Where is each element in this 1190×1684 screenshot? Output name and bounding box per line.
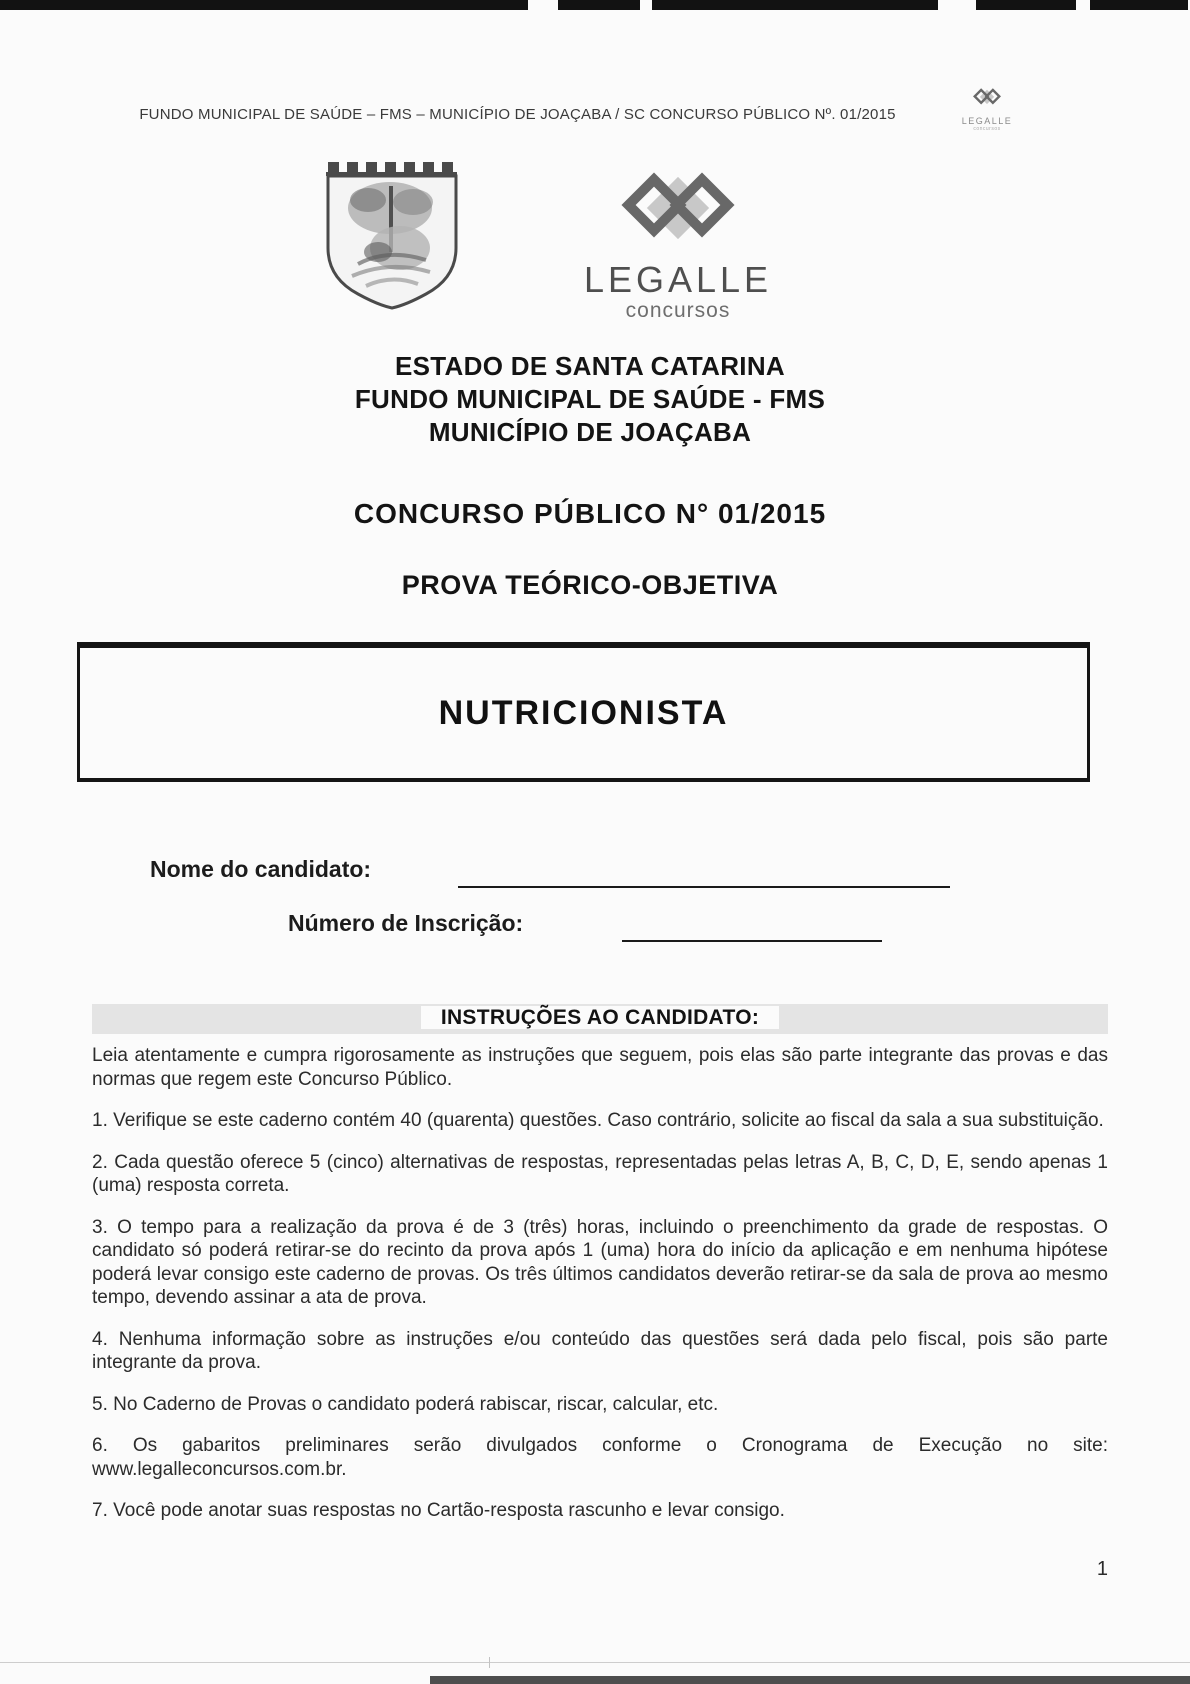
candidate-name-line <box>458 886 950 888</box>
legalle-mini-logo <box>948 86 1026 132</box>
registration-number-line <box>622 940 882 942</box>
scan-artifact-gap <box>528 0 558 10</box>
instructions-lead: Leia atentamente e cumpra rigorosamente as instruções que seguem, pois elas são parte integrante das provas e das normas que regem este Concurso Público. <box>92 1045 1108 1090</box>
scan-artifact-top-bar <box>0 0 1188 10</box>
instruction-item: 6. Os gabaritos preliminares serão divulgados conforme o Cronograma de Execução no site: www.legalleconcursos.com.br. <box>92 1435 1108 1480</box>
coat-of-arms <box>318 156 466 317</box>
instruction-item: 2. Cada questão oferece 5 (cinco) alternativas de respostas, representadas pelas letras A, B, C, D, E, sendo apenas 1 (uma) resposta correta. <box>92 1151 1108 1196</box>
scan-artifact-gap <box>1076 0 1090 10</box>
running-header: FUNDO MUNICIPAL DE SAÚDE – FMS – MUNICÍPIO DE JOAÇABA / SC CONCURSO PÚBLICO Nº. 01/2015 <box>139 106 896 123</box>
instruction-item: 4. Nenhuma informação sobre as instruções e/ou conteúdo das questões será dada pelo fiscal, pois são parte integrante da prova. <box>92 1328 1108 1373</box>
instructions-body <box>92 1044 1108 1523</box>
legalle-wordmark: LEGALLE <box>583 259 773 300</box>
scan-artifact-bottom-bar <box>430 1676 1190 1684</box>
instructions-heading <box>92 1006 1108 1030</box>
legalle-subtitle: concursos <box>625 299 731 322</box>
candidate-name-label: Nome do candidato: <box>150 856 372 882</box>
page-number: 1 <box>1096 1558 1108 1580</box>
organization-titles <box>0 350 1180 449</box>
legalle-mini-subtitle: concursos <box>973 126 1001 132</box>
org-title-city: MUNICÍPIO DE JOAÇABA <box>428 417 752 447</box>
scan-artifact-gap <box>938 0 976 10</box>
legalle-diamonds-icon <box>967 86 1007 110</box>
instruction-item: 1. Verifique se este caderno contém 40 (quarenta) questões. Caso contrário, solicite ao fiscal da sala a sua substituição. <box>92 1110 1104 1131</box>
instruction-item: 3. O tempo para a realização da prova é de 3 (três) horas, incluindo o preenchimento da grade de respostas. O candidato só poderá retirar-se do recinto da prova após 1 (uma) hora do início da aplicação e em nenhuma hipótese poderá levar consigo este caderno de provas. Os três últimos candidatos deverão retirar-se da sala de prova ao mesmo tempo, devendo assinar a ata de prova. <box>92 1216 1108 1308</box>
role-title: NUTRICIONISTA <box>438 693 729 732</box>
org-title-fund: FUNDO MUNICIPAL DE SAÚDE - FMS <box>354 384 826 414</box>
exam-type-title: PROVA TEÓRICO-OBJETIVA <box>401 570 779 600</box>
instruction-item: 5. No Caderno de Provas o candidato poderá rabiscar, riscar, calcular, etc. <box>92 1393 719 1415</box>
role-box <box>77 642 1090 782</box>
legalle-logo <box>578 166 778 323</box>
org-title-state: ESTADO DE SANTA CATARINA <box>395 351 785 381</box>
registration-number-label: Número de Inscrição: <box>288 910 524 936</box>
contest-title: CONCURSO PÚBLICO N° 01/2015 <box>353 498 827 529</box>
scan-artifact-gap <box>640 0 652 10</box>
legalle-mini-wordmark: LEGALLE <box>961 116 1013 126</box>
instructions-heading-text: INSTRUÇÕES AO CANDIDATO: <box>421 1006 779 1029</box>
scan-artifact-bottom-line <box>0 1662 1190 1663</box>
coat-of-arms-icon <box>318 156 466 312</box>
legalle-diamonds-icon <box>603 166 753 258</box>
instruction-item: 7. Você pode anotar suas respostas no Cartão-resposta rascunho e levar consigo. <box>92 1500 785 1521</box>
scan-artifact-tick <box>489 1657 490 1668</box>
